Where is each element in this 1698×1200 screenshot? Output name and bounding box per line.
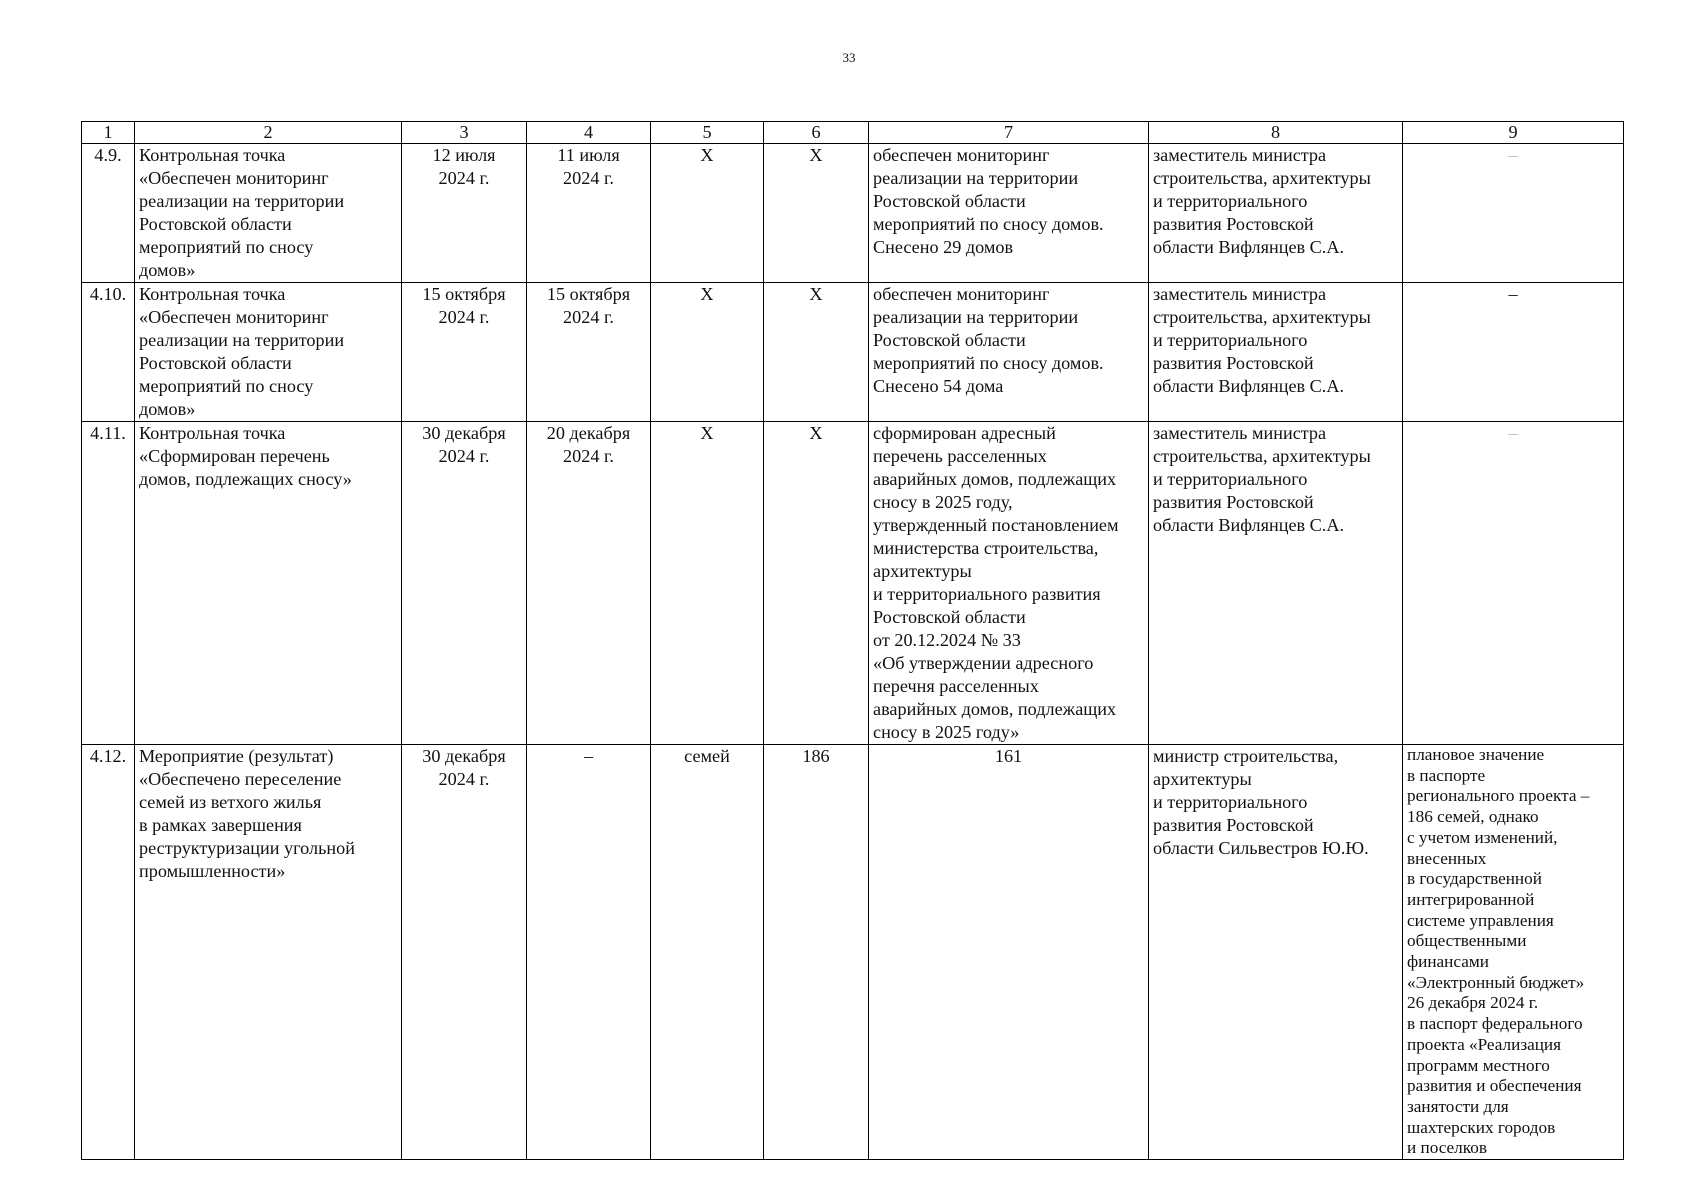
column-number-2: 2	[135, 122, 402, 144]
column-number-3: 3	[402, 122, 527, 144]
row-result: сформирован адресный перечень расселенных аварийных домов, подлежащих сносу в 2025 году, утвержденный постановлением министерства строительства, архитектуры и территориального развития Ростовской области от 20.12.2024 № 33 «Об утверждении адресного перечня расселенных аварийных домов, подлежащих сносу в 2025 году»	[869, 422, 1149, 745]
row-name: Контрольная точка «Обеспечен мониторинг реализации на территории Ростовской области мероприятий по сносу домов»	[135, 283, 402, 422]
column-number-5: 5	[651, 122, 764, 144]
row-number: 4.9.	[82, 144, 135, 283]
row-number: 4.10.	[82, 283, 135, 422]
row-comment: –	[1403, 422, 1624, 745]
row-planned-date: 12 июля 2024 г.	[402, 144, 527, 283]
report-table	[81, 121, 1624, 1160]
row-planned-date: 30 декабря 2024 г.	[402, 422, 527, 745]
row-planned-date: 30 декабря 2024 г.	[402, 745, 527, 1160]
row-responsible: заместитель министра строительства, архитектуры и территориального развития Ростовской области Вифлянцев С.А.	[1149, 144, 1403, 283]
row-name: Мероприятие (результат) «Обеспечено переселение семей из ветхого жилья в рамках завершения реструктуризации угольной промышленности»	[135, 745, 402, 1160]
row-planned-value: Х	[764, 283, 869, 422]
page-number: 33	[842, 50, 856, 65]
row-name: Контрольная точка «Обеспечен мониторинг реализации на территории Ростовской области мероприятий по сносу домов»	[135, 144, 402, 283]
row-result: обеспечен мониторинг реализации на территории Ростовской области мероприятий по сносу домов. Снесено 29 домов	[869, 144, 1149, 283]
column-number-9: 9	[1403, 122, 1624, 144]
row-comment: –	[1403, 283, 1624, 422]
column-number-6: 6	[764, 122, 869, 144]
row-unit: Х	[651, 144, 764, 283]
row-actual-date: 20 декабря 2024 г.	[527, 422, 651, 745]
row-planned-value: 186	[764, 745, 869, 1160]
row-comment: плановое значение в паспорте регионального проекта – 186 семей, однако с учетом изменений, внесенных в государственной интегрированной системе управления общественными финансами «Электронный бюджет» 26 декабря 2024 г. в паспорт федерального проекта «Реализация программ местного развития и обеспечения занятости для шахтерских городов и поселков	[1403, 745, 1624, 1160]
row-result: обеспечен мониторинг реализации на территории Ростовской области мероприятий по сносу домов. Снесено 54 дома	[869, 283, 1149, 422]
row-planned-value: Х	[764, 422, 869, 745]
row-unit: семей	[651, 745, 764, 1160]
row-planned-value: Х	[764, 144, 869, 283]
row-planned-date: 15 октября 2024 г.	[402, 283, 527, 422]
row-responsible: заместитель министра строительства, архитектуры и территориального развития Ростовской области Вифлянцев С.А.	[1149, 283, 1403, 422]
row-actual-date: 11 июля 2024 г.	[527, 144, 651, 283]
row-comment: –	[1403, 144, 1624, 283]
row-actual-date: –	[527, 745, 651, 1160]
table-row	[82, 283, 1624, 422]
table-row	[82, 144, 1624, 283]
column-number-7: 7	[869, 122, 1149, 144]
column-number-4: 4	[527, 122, 651, 144]
table-row	[82, 745, 1624, 1160]
column-numbers-row	[82, 122, 1624, 144]
column-number-8: 8	[1149, 122, 1403, 144]
row-unit: Х	[651, 283, 764, 422]
row-unit: Х	[651, 422, 764, 745]
row-responsible: министр строительства, архитектуры и территориального развития Ростовской области Сильвестров Ю.Ю.	[1149, 745, 1403, 1160]
column-number-1: 1	[82, 122, 135, 144]
row-number: 4.11.	[82, 422, 135, 745]
row-number: 4.12.	[82, 745, 135, 1160]
row-responsible: заместитель министра строительства, архитектуры и территориального развития Ростовской области Вифлянцев С.А.	[1149, 422, 1403, 745]
row-result: 161	[869, 745, 1149, 1160]
table-row	[82, 422, 1624, 745]
row-name: Контрольная точка «Сформирован перечень домов, подлежащих сносу»	[135, 422, 402, 745]
row-actual-date: 15 октября 2024 г.	[527, 283, 651, 422]
